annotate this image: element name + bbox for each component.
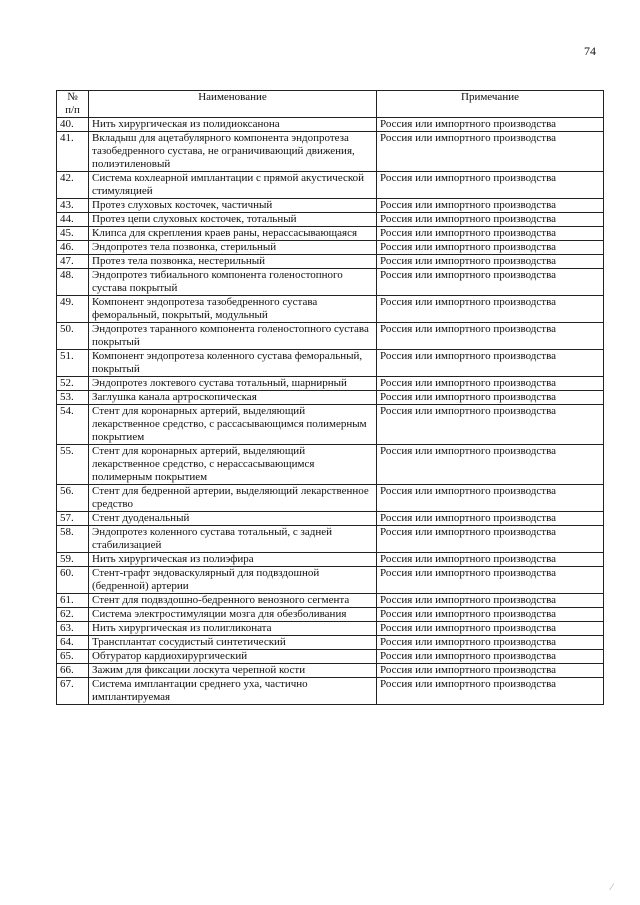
table-header-row <box>57 91 604 118</box>
row-number: 67. <box>57 678 89 705</box>
row-name: Клипса для скрепления краев раны, нерассасывающаяся <box>89 227 377 241</box>
row-name: Компонент эндопротеза коленного сустава феморальный, покрытый <box>89 350 377 377</box>
items-table <box>56 90 604 705</box>
row-note: Россия или импортного производства <box>377 172 604 199</box>
row-number: 57. <box>57 512 89 526</box>
row-note: Россия или импортного производства <box>377 118 604 132</box>
row-name: Зажим для фиксации лоскута черепной кости <box>89 664 377 678</box>
row-number: 40. <box>57 118 89 132</box>
header-number-line2: п/п <box>65 104 80 116</box>
row-name: Стент для бедренной артерии, выделяющий лекарственное средство <box>89 485 377 512</box>
row-number: 62. <box>57 608 89 622</box>
row-note: Россия или импортного производства <box>377 650 604 664</box>
row-name: Стент для коронарных артерий, выделяющий лекарственное средство, с рассасывающимся полимерным покрытием <box>89 405 377 445</box>
table-row <box>57 553 604 567</box>
table-row <box>57 636 604 650</box>
table-row <box>57 485 604 512</box>
row-number: 58. <box>57 526 89 553</box>
row-number: 53. <box>57 391 89 405</box>
row-number: 46. <box>57 241 89 255</box>
table-row <box>57 526 604 553</box>
row-number: 61. <box>57 594 89 608</box>
row-note: Россия или импортного производства <box>377 622 604 636</box>
row-number: 44. <box>57 213 89 227</box>
row-note: Россия или импортного производства <box>377 526 604 553</box>
row-name: Протез цепи слуховых косточек, тотальный <box>89 213 377 227</box>
table-row <box>57 227 604 241</box>
row-note: Россия или импортного производства <box>377 213 604 227</box>
row-name: Нить хирургическая из полиэфира <box>89 553 377 567</box>
row-name: Эндопротез таранного компонента голеностопного сустава покрытый <box>89 323 377 350</box>
row-number: 48. <box>57 269 89 296</box>
row-name: Стент для подвздошно-бедренного венозного сегмента <box>89 594 377 608</box>
row-number: 55. <box>57 445 89 485</box>
corner-mark: ⁄ <box>611 882 613 892</box>
table-row <box>57 296 604 323</box>
row-note: Россия или импортного производства <box>377 227 604 241</box>
row-note: Россия или импортного производства <box>377 594 604 608</box>
table-body <box>57 118 604 705</box>
row-note: Россия или импортного производства <box>377 350 604 377</box>
row-number: 42. <box>57 172 89 199</box>
row-name: Компонент эндопротеза тазобедренного сустава феморальный, покрытый, модульный <box>89 296 377 323</box>
row-note: Россия или импортного производства <box>377 664 604 678</box>
row-name: Эндопротез коленного сустава тотальный, с задней стабилизацией <box>89 526 377 553</box>
row-number: 43. <box>57 199 89 213</box>
row-note: Россия или импортного производства <box>377 296 604 323</box>
table-row <box>57 269 604 296</box>
row-name: Стент-графт эндоваскулярный для подвздошной (бедренной) артерии <box>89 567 377 594</box>
row-number: 59. <box>57 553 89 567</box>
row-number: 56. <box>57 485 89 512</box>
row-number: 64. <box>57 636 89 650</box>
table-row <box>57 622 604 636</box>
row-number: 50. <box>57 323 89 350</box>
row-note: Россия или импортного производства <box>377 323 604 350</box>
row-note: Россия или импортного производства <box>377 132 604 172</box>
row-note: Россия или импортного производства <box>377 636 604 650</box>
row-note: Россия или импортного производства <box>377 199 604 213</box>
table-row <box>57 512 604 526</box>
row-name: Протез тела позвонка, нестерильный <box>89 255 377 269</box>
row-name: Обтуратор кардиохирургический <box>89 650 377 664</box>
row-number: 52. <box>57 377 89 391</box>
row-name: Система имплантации среднего уха, частично имплантируемая <box>89 678 377 705</box>
row-number: 65. <box>57 650 89 664</box>
row-note: Россия или импортного производства <box>377 377 604 391</box>
row-number: 60. <box>57 567 89 594</box>
table-row <box>57 567 604 594</box>
table-row <box>57 199 604 213</box>
row-name: Заглушка канала артроскопическая <box>89 391 377 405</box>
row-note: Россия или импортного производства <box>377 255 604 269</box>
table-row <box>57 213 604 227</box>
row-note: Россия или импортного производства <box>377 485 604 512</box>
row-number: 49. <box>57 296 89 323</box>
row-number: 54. <box>57 405 89 445</box>
header-note: Примечание <box>377 91 604 118</box>
table-row <box>57 650 604 664</box>
header-name: Наименование <box>89 91 377 118</box>
table-row <box>57 118 604 132</box>
table-row <box>57 405 604 445</box>
row-number: 41. <box>57 132 89 172</box>
row-note: Россия или импортного производства <box>377 512 604 526</box>
row-name: Эндопротез тибиального компонента голеностопного сустава покрытый <box>89 269 377 296</box>
table-row <box>57 377 604 391</box>
row-name: Эндопротез локтевого сустава тотальный, шарнирный <box>89 377 377 391</box>
row-name: Стент дуоденальный <box>89 512 377 526</box>
page-number: 74 <box>584 44 596 58</box>
row-name: Нить хирургическая из полидиоксанона <box>89 118 377 132</box>
row-note: Россия или импортного производства <box>377 567 604 594</box>
row-number: 63. <box>57 622 89 636</box>
table-row <box>57 391 604 405</box>
row-number: 47. <box>57 255 89 269</box>
row-note: Россия или импортного производства <box>377 405 604 445</box>
row-number: 51. <box>57 350 89 377</box>
row-note: Россия или импортного производства <box>377 678 604 705</box>
table-row <box>57 664 604 678</box>
row-number: 66. <box>57 664 89 678</box>
table-row <box>57 132 604 172</box>
table-row <box>57 678 604 705</box>
row-name: Система электростимуляции мозга для обезболивания <box>89 608 377 622</box>
table-row <box>57 241 604 255</box>
row-name: Вкладыш для ацетабулярного компонента эндопротеза тазобедренного сустава, не ограничивающий движения, полиэтиленовый <box>89 132 377 172</box>
table-row <box>57 445 604 485</box>
row-note: Россия или импортного производства <box>377 269 604 296</box>
row-name: Трансплантат сосудистый синтетический <box>89 636 377 650</box>
row-note: Россия или импортного производства <box>377 391 604 405</box>
row-note: Россия или импортного производства <box>377 445 604 485</box>
table-row <box>57 594 604 608</box>
row-name: Стент для коронарных артерий, выделяющий лекарственное средство, с нерассасывающимся полимерным покрытием <box>89 445 377 485</box>
row-number: 45. <box>57 227 89 241</box>
row-name: Нить хирургическая из полигликоната <box>89 622 377 636</box>
row-name: Система кохлеарной имплантации с прямой акустической стимуляцией <box>89 172 377 199</box>
row-name: Протез слуховых косточек, частичный <box>89 199 377 213</box>
header-number-line1: № <box>67 91 78 103</box>
table-row <box>57 323 604 350</box>
row-note: Россия или импортного производства <box>377 608 604 622</box>
table-row <box>57 608 604 622</box>
row-note: Россия или импортного производства <box>377 553 604 567</box>
table-row <box>57 172 604 199</box>
row-note: Россия или импортного производства <box>377 241 604 255</box>
table-row <box>57 255 604 269</box>
row-name: Эндопротез тела позвонка, стерильный <box>89 241 377 255</box>
table-row <box>57 350 604 377</box>
header-number <box>57 91 89 118</box>
